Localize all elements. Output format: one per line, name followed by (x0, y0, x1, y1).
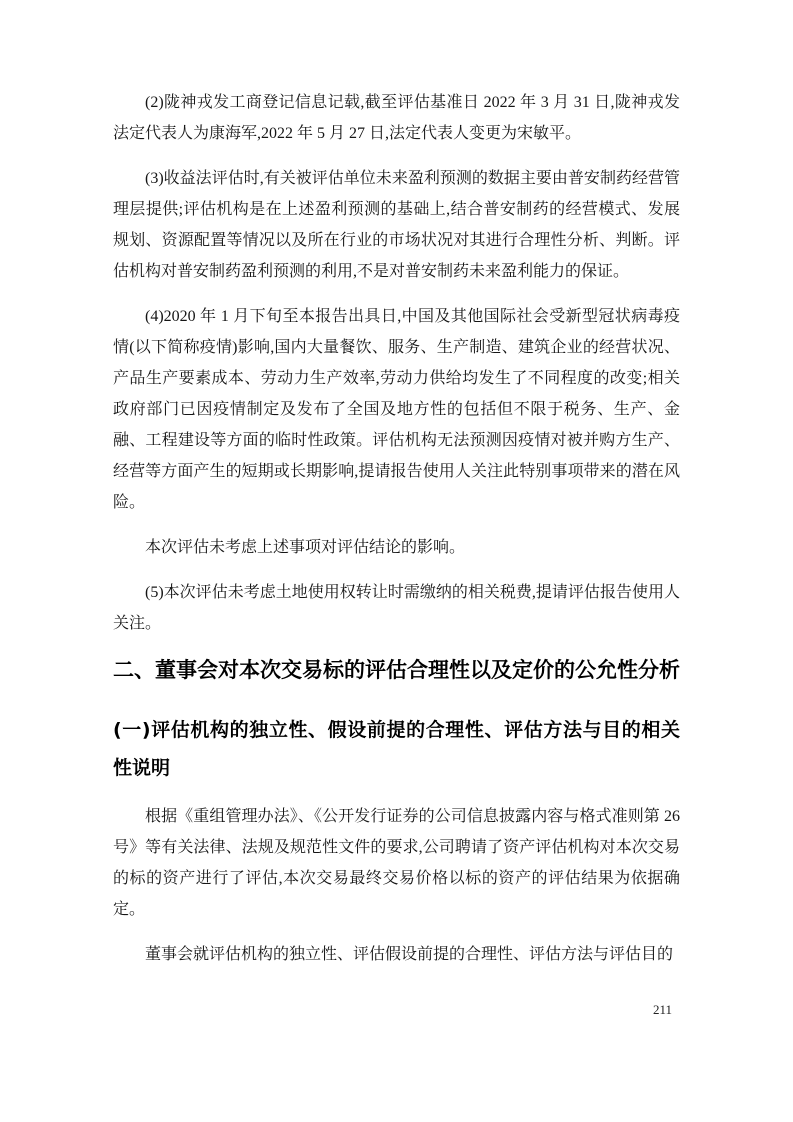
document-body (113, 87, 680, 984)
paragraph-note-impact: 本次评估未考虑上述事项对评估结论的影响。 (145, 539, 466, 556)
paragraph-item-5: (5)本次评估未考虑土地使用权转让时需缴纳的相关税费,提请评估报告使用人关注。 (113, 584, 680, 632)
paragraph-board-statement: 董事会就评估机构的独立性、评估假设前提的合理性、评估方法与评估目的 (145, 946, 674, 963)
paragraph-item-2: (2)陇神戎发工商登记信息记载,截至评估基准日 2022 年 3 月 31 日,陇神戎发法定代表人为康海军,2022 年 5 月 27 日,法定代表人变更为宋敏平。 (113, 94, 680, 142)
page-number: 211 (653, 1002, 673, 1017)
paragraph-item-4: (4)2020 年 1 月下旬至本报告出具日,中国及其他国际社会受新型冠状病毒疫情(以下简称疫情)影响,国内大量餐饮、服务、生产制造、建筑企业的经营状况、产品生产要素成本、劳动力生产效率,劳动力供给均发生了不同程度的改变;相关政府部门已因疫情制定及发布了全国及地方性的包括但不限于税务、生产、金融、工程建设等方面的临时性政策。评估机构无法预测因疫情对被并购方生产、经营等方面产生的短期或长期影响,提请报告使用人关注此特别事项带来的潜在风险。 (113, 308, 680, 511)
section-heading-2: 二、董事会对本次交易标的评估合理性以及定价的公允性分析 (113, 658, 680, 682)
subsection-heading-1: (一)评估机构的独立性、假设前提的合理性、评估方法与目的相关性说明 (113, 719, 680, 779)
paragraph-item-3: (3)收益法评估时,有关被评估单位未来盈利预测的数据主要由普安制药经营管理层提供;评估机构是在上述盈利预测的基础上,结合普安制药的经营模式、发展规划、资源配置等情况以及所在行业的市场状况对其进行合理性分析、判断。评估机构对普安制药盈利预测的利用,不是对普安制药未来盈利能力的保证。 (113, 170, 680, 280)
paragraph-basis: 根据《重组管理办法》、《公开发行证券的公司信息披露内容与格式准则第 26 号》等有关法律、法规及规范性文件的要求,公司聘请了资产评估机构对本次交易的标的资产进行了评估,本次交易最终交易价格以标的资产的评估结果为依据确定。 (113, 808, 680, 918)
